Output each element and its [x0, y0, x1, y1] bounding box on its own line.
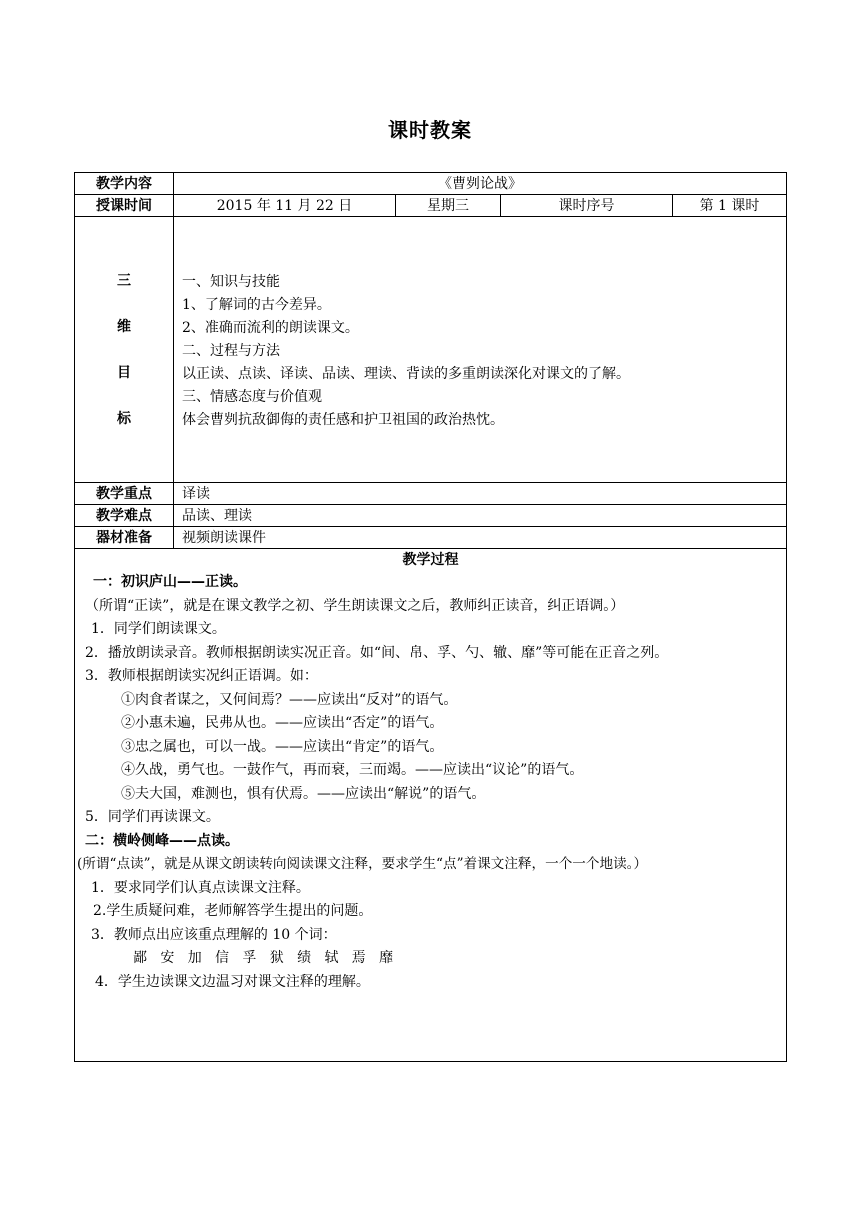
content-label: 教学内容	[75, 173, 174, 195]
process-line: ③忠之属也，可以一战。——应读出“肯定”的语气。	[121, 738, 444, 755]
process-line: 1．同学们朗读课文。	[91, 621, 226, 637]
process-line: ⑤夫大国，难测也，惧有伏焉。——应读出“解说”的语气。	[121, 785, 486, 802]
period-value: 第 1 课时	[673, 195, 787, 217]
process-line: 1．要求同学们认真点读课文注释。	[91, 879, 310, 896]
process-line: 3．教师点出应该重点理解的 10 个词：	[91, 926, 337, 943]
goals-content	[174, 217, 787, 483]
process-title: 教学过程	[402, 552, 459, 568]
goal-line: 三、情感态度与价值观	[182, 389, 322, 405]
goal-line: 一、知识与技能	[182, 274, 280, 290]
lesson-plan-table	[74, 172, 787, 1062]
goal-line: 二、过程与方法	[182, 343, 280, 359]
teaching-process	[75, 549, 787, 1062]
process-line: 3．教师根据朗读实况纠正语调。如：	[85, 668, 318, 684]
process-line: ④久战，勇气也。一鼓作气，再而衰，三而竭。——应读出“议论”的语气。	[121, 762, 584, 778]
goal-line: 1、了解词的古今差异。	[182, 297, 331, 313]
key-value: 译读	[174, 483, 787, 505]
process-line: (所谓“点读”，就是从课文朗读转向阅读课文注释，要求学生“点”着课文注释，一个一个地读。）	[77, 856, 648, 872]
goals-label: 三 维 目 标	[75, 217, 174, 483]
time-label: 授课时间	[75, 195, 174, 217]
key-words-line: 鄙 安 加 信 孚 狱 绩 轼 焉 靡	[133, 950, 394, 966]
process-line: （所谓“正读”，就是在课文教学之初、学生朗读课文之后，教师纠正读音，纠正语调。）	[85, 597, 625, 614]
materials-label: 器材准备	[75, 527, 174, 549]
process-line: 2．播放朗读录音。教师根据朗读实况正音。如“间、帛、孚、勺、辙、靡”等可能在正音之列。	[85, 644, 669, 661]
materials-value: 视频朗读课件	[174, 527, 787, 549]
difficulty-value: 品读、理读	[174, 505, 787, 527]
process-line: 5．同学们再读课文。	[85, 809, 220, 825]
process-line: ②小惠未遍，民弗从也。——应读出“否定”的语气。	[121, 715, 444, 731]
content-value: 《曹刿论战》	[174, 173, 787, 195]
section-heading: 二：横岭侧峰——点读。	[85, 832, 239, 849]
goal-line: 体会曹刿抗敌御侮的责任感和护卫祖国的政治热忱。	[182, 412, 504, 428]
difficulty-label: 教学难点	[75, 505, 174, 527]
date-value: 2015 年 11 月 22 日	[174, 195, 396, 217]
section-heading: 一：初识庐山——正读。	[93, 574, 247, 590]
goal-line: 以正读、点读、译读、品读、理读、背读的多重朗读深化对课文的了解。	[182, 366, 630, 382]
process-line: 2.学生质疑问难，老师解答学生提出的问题。	[93, 903, 373, 919]
goal-line: 2、准确而流利的朗读课文。	[182, 320, 359, 336]
weekday-value: 星期三	[396, 195, 501, 217]
key-label: 教学重点	[75, 483, 174, 505]
page-title: 课时教案	[388, 118, 472, 142]
process-line: 4．学生边读课文边温习对课文注释的理解。	[95, 973, 370, 990]
period-label: 课时序号	[501, 195, 673, 217]
process-line: ①肉食者谋之，又何间焉？——应读出“反对”的语气。	[121, 691, 458, 708]
